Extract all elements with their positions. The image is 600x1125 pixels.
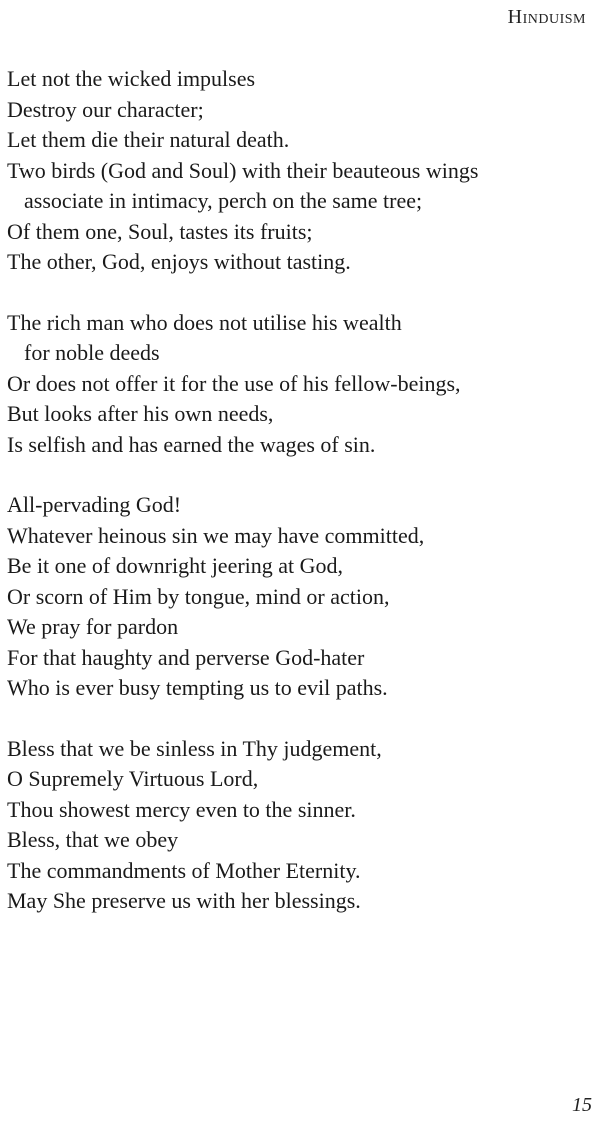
stanza-3 — [7, 490, 592, 704]
poem-line: We pray for pardon — [7, 614, 179, 639]
poem-line: Destroy our character; — [7, 96, 204, 122]
poem-line: The commandments of Mother Eternity. — [7, 857, 361, 883]
poem-line: Bless, that we obey — [7, 827, 179, 852]
stanza-4 — [7, 734, 592, 917]
poem-line: May She preserve us with her blessings. — [7, 888, 361, 913]
poem-line: Two birds (God and Soul) with their beauteous wings — [7, 157, 479, 183]
poem-line: Of them one, Soul, tastes its fruits; — [7, 218, 313, 244]
poem-line: Thou showest mercy even to the sinner. — [7, 796, 356, 822]
poem-line: All-pervading God! — [7, 492, 182, 517]
poem-line: Is selfish and has earned the wages of sin. — [7, 431, 376, 457]
poem-line: Whatever heinous sin we may have committed, — [7, 522, 425, 548]
poem-line: But looks after his own needs, — [7, 401, 274, 426]
poem-line: Be it one of downright jeering at God, — [7, 553, 344, 578]
page-number: 15 — [572, 1094, 592, 1116]
poem-line: Or does not offer it for the use of his fellow-beings, — [7, 370, 461, 396]
poem-line: O Supremely Virtuous Lord, — [7, 766, 259, 791]
stanza-1 — [7, 64, 592, 278]
poem-line: Who is ever busy tempting us to evil paths. — [7, 675, 388, 700]
stanza-2 — [7, 308, 592, 461]
poem-line: Let them die their natural death. — [7, 127, 290, 152]
poem-line-continuation: associate in intimacy, perch on the same tree; — [24, 188, 423, 213]
running-header: Hinduism — [507, 6, 586, 28]
poem-line: Let not the wicked impulses — [7, 66, 256, 91]
poem — [7, 64, 592, 947]
poem-line: Or scorn of Him by tongue, mind or action, — [7, 583, 390, 609]
poem-line: The rich man who does not utilise his wealth — [7, 309, 402, 335]
poem-line: Bless that we be sinless in Thy judgement, — [7, 735, 382, 761]
poem-line-continuation: for noble deeds — [24, 340, 160, 365]
poem-line: The other, God, enjoys without tasting. — [7, 249, 351, 274]
poem-line: For that haughty and perverse God-hater — [7, 644, 365, 670]
